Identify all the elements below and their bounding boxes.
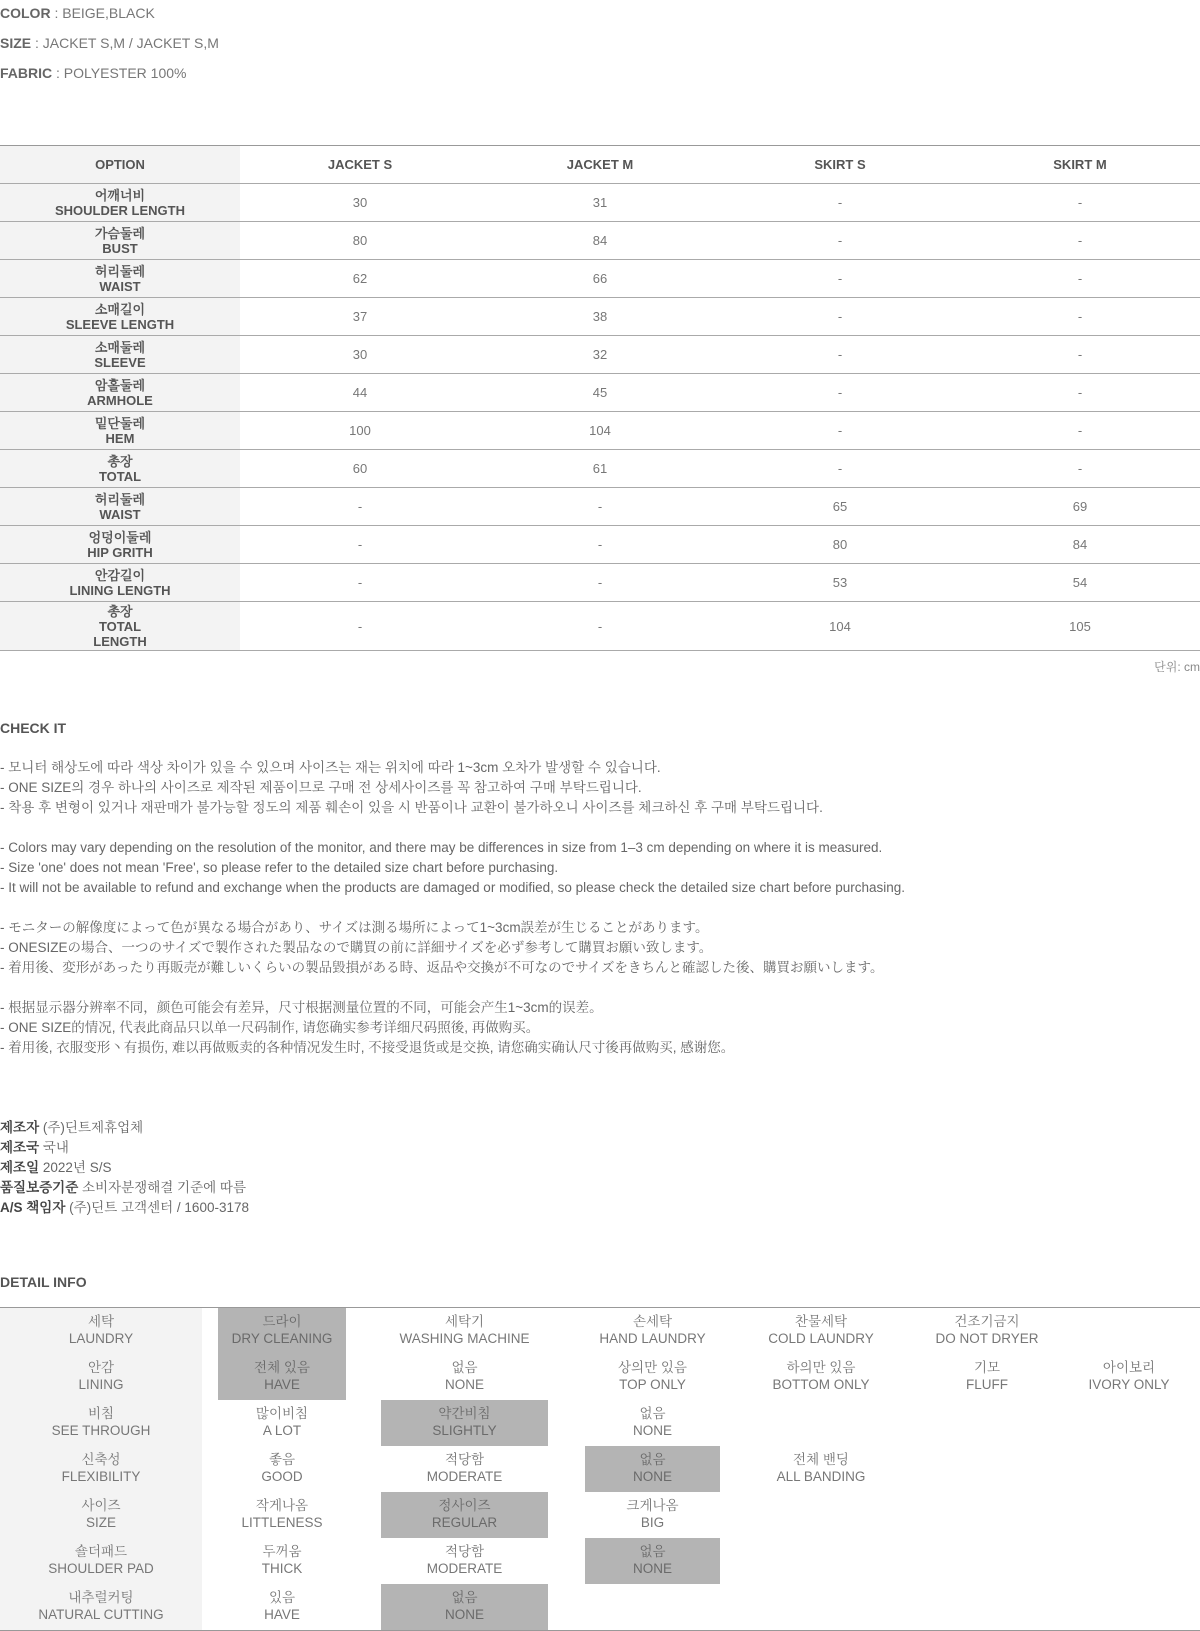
- detail-option-en: MODERATE: [426, 1561, 503, 1576]
- detail-option-ko: 없음: [639, 1452, 666, 1467]
- maker-value: (주)딘트 고객센터 / 1600-3178: [65, 1200, 249, 1215]
- table-row: [0, 298, 1200, 336]
- detail-option-ko: 정사이즈: [438, 1498, 491, 1513]
- table-cell: 45: [480, 374, 720, 412]
- row-label-en: TOTAL: [98, 618, 142, 634]
- detail-option-en: LITTLENESS: [241, 1515, 323, 1530]
- detail-option: [585, 1354, 720, 1400]
- detail-option-selected: [218, 1354, 346, 1400]
- maker-label: 제조자: [0, 1120, 40, 1135]
- table-row: [0, 564, 1200, 602]
- detail-option-en: BOTTOM ONLY: [772, 1377, 870, 1392]
- row-label-en: LINING LENGTH: [69, 582, 171, 598]
- detail-option-en: DRY CLEANING: [231, 1331, 333, 1346]
- detail-option-ko: 상의만 있음: [618, 1360, 687, 1375]
- row-label-ko: 어깨너비: [94, 187, 146, 203]
- detail-option-ko: 많이비침: [255, 1406, 309, 1421]
- detail-label-ko: 신축성: [81, 1452, 121, 1467]
- table-cell: -: [720, 298, 960, 336]
- maker-line: [0, 1178, 249, 1198]
- detail-option-selected: [381, 1492, 548, 1538]
- maker-value: 국내: [39, 1140, 69, 1155]
- detail-info-title: DETAIL INFO: [0, 1274, 87, 1290]
- spec-label: COLOR: [0, 5, 51, 21]
- table-cell: -: [720, 374, 960, 412]
- table-cell: -: [480, 564, 720, 602]
- note-line: - 착용 후 변형이 있거나 재판매가 불가능할 정도의 제품 훼손이 있을 시 반품이나 교환이 불가하오니 사이즈를 체크하신 후 구매 부탁드립니다.: [0, 800, 823, 815]
- detail-option-ko: 찬물세탁: [794, 1314, 848, 1329]
- row-label-ko: 총장: [107, 453, 133, 469]
- row-label: [0, 602, 240, 651]
- maker-value: 2022년 S/S: [39, 1160, 112, 1175]
- row-label: [0, 260, 240, 298]
- detail-option-en: TOP ONLY: [619, 1377, 686, 1392]
- row-label: [0, 222, 240, 260]
- detail-row: [0, 1538, 1200, 1584]
- table-cell: -: [240, 488, 480, 526]
- spec-value: : POLYESTER 100%: [52, 65, 187, 81]
- column-header-jacket-s: JACKET S: [240, 146, 480, 184]
- table-cell: 80: [240, 222, 480, 260]
- detail-label-ko: 세탁: [87, 1314, 115, 1329]
- maker-value: (주)딘트제휴업체: [39, 1120, 144, 1135]
- detail-label-en: SEE THROUGH: [51, 1423, 151, 1438]
- detail-option-en: IVORY ONLY: [1088, 1377, 1170, 1392]
- table-cell: -: [240, 564, 480, 602]
- row-label-en: SLEEVE LENGTH: [65, 316, 175, 332]
- detail-row: [0, 1492, 1200, 1538]
- row-label-ko: 안감길이: [94, 567, 146, 583]
- note-line: - 根据显示器分辨率不同，颜色可能会有差异，尺寸根据测量位置的不同，可能会产生1~3cm的误差。: [0, 1000, 603, 1015]
- detail-row-label: [0, 1354, 202, 1400]
- table-cell: -: [720, 450, 960, 488]
- row-label: [0, 184, 240, 222]
- row-label-en2: LENGTH: [93, 633, 147, 649]
- detail-option-en: NONE: [632, 1469, 672, 1484]
- detail-option-en: HAVE: [264, 1607, 300, 1622]
- detail-option-ko: 전체 있음: [254, 1360, 310, 1375]
- detail-label-ko: 안감: [87, 1360, 115, 1375]
- row-label: [0, 298, 240, 336]
- table-cell: 84: [480, 222, 720, 260]
- detail-label-en: LINING: [78, 1377, 124, 1392]
- maker-label: 제조일: [0, 1160, 40, 1175]
- column-header-skirt-s: SKIRT S: [720, 146, 960, 184]
- table-cell: 38: [480, 298, 720, 336]
- table-cell: 32: [480, 336, 720, 374]
- row-label-ko: 허리둘레: [94, 491, 146, 507]
- check-it-notes: [0, 758, 1200, 1058]
- row-label-en: SLEEVE: [94, 354, 146, 370]
- detail-option-ko: 전체 밴딩: [793, 1452, 849, 1467]
- maker-line: [0, 1198, 249, 1218]
- spec-color: [0, 5, 155, 21]
- detail-option-en: SLIGHTLY: [432, 1423, 497, 1438]
- detail-option: [218, 1446, 346, 1492]
- column-header-jacket-m: JACKET M: [480, 146, 720, 184]
- table-cell: 44: [240, 374, 480, 412]
- row-label-ko: 엉덩이둘레: [88, 529, 152, 545]
- row-label-en: ARMHOLE: [87, 392, 153, 408]
- detail-option-ko: 하의만 있음: [786, 1360, 856, 1375]
- table-row: [0, 260, 1200, 298]
- note-line: - モニターの解像度によって色が異なる場合があり、サイズは測る場所によって1~3cm誤差が生じることがあります。: [0, 920, 709, 935]
- detail-option: [381, 1538, 548, 1584]
- detail-row: [0, 1446, 1200, 1492]
- row-label-en: WAIST: [99, 278, 141, 294]
- size-table: [0, 145, 1200, 651]
- table-cell: 60: [240, 450, 480, 488]
- table-cell: -: [720, 260, 960, 298]
- detail-option-ko: 약간비침: [438, 1406, 491, 1421]
- detail-option-ko: 크게나옴: [626, 1498, 679, 1513]
- row-label-en: BUST: [102, 240, 138, 256]
- column-header-option: OPTION: [0, 146, 240, 184]
- detail-option-ko: 기모: [973, 1360, 1001, 1375]
- table-cell: -: [480, 488, 720, 526]
- note-line: - ONE SIZE의 경우 하나의 사이즈로 제작된 제품이므로 구매 전 상세사이즈를 꼭 참고하여 구매 부탁드립니다.: [0, 780, 642, 795]
- detail-option-en: GOOD: [261, 1469, 303, 1484]
- table-cell: -: [720, 222, 960, 260]
- detail-row-label: [0, 1492, 202, 1538]
- detail-option-en: ALL BANDING: [776, 1469, 866, 1484]
- check-it-title: CHECK IT: [0, 720, 67, 736]
- row-label-en: SHOULDER LENGTH: [55, 202, 185, 218]
- table-cell: 65: [720, 488, 960, 526]
- row-label-ko: 총장: [107, 603, 133, 619]
- table-cell: -: [480, 526, 720, 564]
- detail-option-en: COLD LAUNDRY: [768, 1331, 874, 1346]
- detail-option: [918, 1308, 1056, 1354]
- detail-option-en: THICK: [261, 1561, 303, 1576]
- table-row: [0, 602, 1200, 651]
- detail-option-en: DO NOT DRYER: [935, 1331, 1039, 1346]
- detail-option-selected: [585, 1446, 720, 1492]
- detail-option: [585, 1400, 720, 1446]
- table-row: [0, 488, 1200, 526]
- table-cell: 62: [240, 260, 480, 298]
- detail-label-ko: 사이즈: [81, 1498, 121, 1513]
- detail-option: [381, 1308, 548, 1354]
- detail-option-ko: 있음: [268, 1590, 296, 1605]
- detail-option-ko: 좋음: [268, 1452, 296, 1467]
- detail-option: [218, 1400, 346, 1446]
- row-label: [0, 526, 240, 564]
- detail-option: [218, 1584, 346, 1630]
- detail-option: [752, 1354, 890, 1400]
- maker-line: [0, 1138, 249, 1158]
- table-cell: -: [720, 336, 960, 374]
- table-cell: 61: [480, 450, 720, 488]
- detail-row: [0, 1308, 1200, 1354]
- row-label: [0, 374, 240, 412]
- detail-label-en: SIZE: [85, 1515, 116, 1530]
- unit-note: 단위: cm: [1154, 660, 1200, 674]
- table-cell: -: [960, 336, 1200, 374]
- detail-option: [585, 1308, 720, 1354]
- detail-option-ko: 건조기금지: [954, 1314, 1020, 1329]
- detail-row-label: [0, 1538, 202, 1584]
- table-row: [0, 222, 1200, 260]
- detail-option-ko: 작게나옴: [255, 1498, 309, 1513]
- detail-label-en: NATURAL CUTTING: [38, 1607, 164, 1622]
- note-line: - 着用後, 衣服变形丶有损伤, 难以再做贩卖的各种情况发生时, 不接受退货或是交换, 请您确实确认尺寸後再做购买, 感谢您。: [0, 1040, 735, 1055]
- detail-option-selected: [381, 1584, 548, 1630]
- row-label-en: HEM: [105, 430, 135, 446]
- table-cell: 66: [480, 260, 720, 298]
- detail-info-table: [0, 1307, 1200, 1631]
- row-label: [0, 412, 240, 450]
- table-cell: 54: [960, 564, 1200, 602]
- detail-option-selected: [218, 1308, 346, 1354]
- table-cell: -: [960, 298, 1200, 336]
- spec-label: FABRIC: [0, 65, 53, 81]
- note-line: - ONESIZEの場合、一つのサイズで製作された製品なので購買の前に詳細サイズを必ず参考して購買お願い致します。: [0, 940, 713, 955]
- detail-option: [381, 1446, 548, 1492]
- maker-line: [0, 1118, 249, 1138]
- table-cell: 100: [240, 412, 480, 450]
- detail-row-label: [0, 1308, 202, 1354]
- row-label: [0, 564, 240, 602]
- detail-label-ko: 숄더패드: [74, 1544, 128, 1559]
- detail-option: [585, 1492, 720, 1538]
- note-line: - 着用後、変形があったり再販売が難しいくらいの製品毀損がある時、返品や交換が不可なのでサイズをきちんと確認した後、購買お願いします。: [0, 960, 884, 975]
- detail-option-en: A LOT: [262, 1423, 302, 1438]
- detail-option: [218, 1492, 346, 1538]
- spec-value: : BEIGE,BLACK: [50, 5, 155, 21]
- detail-option-en: REGULAR: [431, 1515, 498, 1530]
- table-cell: 84: [960, 526, 1200, 564]
- detail-row-label: [0, 1400, 202, 1446]
- table-cell: 30: [240, 336, 480, 374]
- detail-option: [1058, 1354, 1200, 1400]
- table-cell: 37: [240, 298, 480, 336]
- detail-option-en: NONE: [632, 1423, 672, 1438]
- maker-label: A/S 책임자: [0, 1200, 66, 1215]
- table-row: [0, 374, 1200, 412]
- detail-label-en: FLEXIBILITY: [61, 1469, 141, 1484]
- detail-option-en: HAND LAUNDRY: [599, 1331, 706, 1346]
- table-cell: 104: [480, 412, 720, 450]
- table-cell: -: [480, 602, 720, 651]
- detail-option: [381, 1354, 548, 1400]
- note-line: - 모니터 해상도에 따라 색상 차이가 있을 수 있으며 사이즈는 재는 위치에 따라 1~3cm 오차가 발생할 수 있습니다.: [0, 760, 661, 775]
- table-cell: -: [240, 602, 480, 651]
- table-cell: 69: [960, 488, 1200, 526]
- row-label-en: HIP GRITH: [87, 544, 153, 560]
- row-label-ko: 허리둘레: [94, 263, 146, 279]
- detail-row: [0, 1584, 1200, 1630]
- detail-option-ko: 없음: [639, 1544, 666, 1559]
- detail-label-en: LAUNDRY: [68, 1331, 134, 1346]
- table-cell: 30: [240, 184, 480, 222]
- table-cell: -: [960, 374, 1200, 412]
- detail-option-selected: [381, 1400, 548, 1446]
- table-row: [0, 526, 1200, 564]
- column-header-skirt-m: SKIRT M: [960, 146, 1200, 184]
- spec-label: SIZE: [0, 35, 32, 51]
- detail-option-en: BIG: [640, 1515, 665, 1530]
- detail-row: [0, 1354, 1200, 1400]
- detail-row-label: [0, 1584, 202, 1630]
- detail-option-en: MODERATE: [426, 1469, 503, 1484]
- note-line: - It will not be available to refund and exchange when the products are damaged or modified, so please check the detailed size chart before purchasing.: [0, 880, 906, 895]
- spec-fabric: [0, 65, 186, 81]
- detail-option-en: WASHING MACHINE: [399, 1331, 530, 1346]
- detail-row: [0, 1400, 1200, 1446]
- spec-size: [0, 35, 219, 51]
- maker-label: 품질보증기준: [0, 1180, 79, 1195]
- table-cell: -: [720, 184, 960, 222]
- detail-option: [918, 1354, 1056, 1400]
- note-line: - ONE SIZE的情况, 代表此商品只以单一尺码制作, 请您确实参考详细尺码照後, 再做购买。: [0, 1020, 540, 1035]
- table-cell: -: [720, 412, 960, 450]
- detail-option-ko: 아이보리: [1102, 1360, 1156, 1375]
- table-cell: 80: [720, 526, 960, 564]
- table-cell: 104: [720, 602, 960, 651]
- detail-label-ko: 내추럴커팅: [68, 1590, 134, 1605]
- row-label: [0, 336, 240, 374]
- row-label-ko: 가슴둘레: [94, 225, 146, 241]
- detail-option: [218, 1538, 346, 1584]
- detail-option-selected: [585, 1538, 720, 1584]
- detail-option-ko: 드라이: [262, 1314, 302, 1329]
- detail-option-en: NONE: [444, 1607, 484, 1622]
- detail-option: [752, 1308, 890, 1354]
- spec-value: : JACKET S,M / JACKET S,M: [31, 35, 219, 51]
- detail-option-en: NONE: [632, 1561, 672, 1576]
- detail-option-ko: 두꺼움: [262, 1544, 302, 1559]
- detail-option-en: HAVE: [264, 1377, 300, 1392]
- table-row: [0, 184, 1200, 222]
- detail-option-ko: 세탁기: [444, 1314, 485, 1329]
- table-cell: -: [960, 450, 1200, 488]
- table-row: [0, 450, 1200, 488]
- row-label-ko: 소매둘레: [94, 339, 146, 355]
- detail-label-en: SHOULDER PAD: [48, 1561, 154, 1576]
- table-row: [0, 412, 1200, 450]
- row-label: [0, 450, 240, 488]
- detail-option-ko: 없음: [451, 1590, 478, 1605]
- table-cell: -: [960, 222, 1200, 260]
- detail-row-label: [0, 1446, 202, 1492]
- row-label-en: TOTAL: [98, 468, 142, 484]
- maker-line: [0, 1158, 249, 1178]
- detail-option-en: FLUFF: [966, 1377, 1008, 1392]
- row-label-ko: 암홀둘레: [94, 377, 146, 393]
- table-row: [0, 336, 1200, 374]
- table-cell: 105: [960, 602, 1200, 651]
- detail-label-ko: 비침: [87, 1406, 115, 1421]
- detail-option-ko: 적당함: [444, 1544, 485, 1559]
- table-cell: -: [960, 260, 1200, 298]
- maker-value: 소비자분쟁해결 기준에 따름: [78, 1180, 246, 1195]
- size-table-body: [0, 184, 1200, 651]
- detail-option-ko: 없음: [451, 1360, 478, 1375]
- row-label: [0, 488, 240, 526]
- row-label-en: WAIST: [99, 506, 141, 522]
- table-cell: -: [960, 184, 1200, 222]
- size-table-header-row: [0, 146, 1200, 184]
- detail-option-ko: 없음: [639, 1406, 666, 1421]
- table-cell: -: [240, 526, 480, 564]
- maker-label: 제조국: [0, 1140, 40, 1155]
- maker-info: [0, 1118, 249, 1218]
- table-cell: 31: [480, 184, 720, 222]
- detail-option: [752, 1446, 890, 1492]
- detail-option-en: NONE: [444, 1377, 484, 1392]
- row-label-ko: 밑단둘레: [94, 415, 146, 431]
- row-label-ko: 소매길이: [94, 301, 146, 317]
- table-cell: 53: [720, 564, 960, 602]
- note-line: - Size 'one' does not mean 'Free', so please refer to the detailed size chart before purchasing.: [0, 860, 559, 875]
- detail-option-ko: 적당함: [444, 1452, 485, 1467]
- detail-option-ko: 손세탁: [632, 1314, 673, 1329]
- table-cell: -: [960, 412, 1200, 450]
- note-line: - Colors may vary depending on the resolution of the monitor, and there may be differences in size from 1–3 cm depending on where it is measured.: [0, 840, 883, 855]
